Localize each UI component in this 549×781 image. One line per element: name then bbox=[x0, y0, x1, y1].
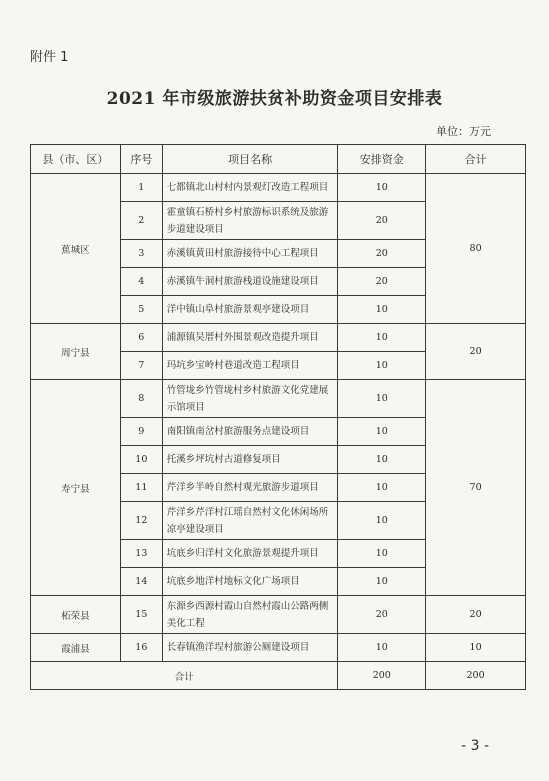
funds-cell: 10 bbox=[338, 502, 426, 540]
funds-cell: 20 bbox=[338, 240, 426, 268]
county-cell: 蕉城区 bbox=[31, 174, 121, 324]
funds-cell: 20 bbox=[338, 202, 426, 240]
project-name-cell: 南阳镇南岔村旅游服务点建设项目 bbox=[162, 418, 338, 446]
attachment-label: 附件 1 bbox=[30, 50, 69, 65]
group-total-cell: 70 bbox=[426, 380, 526, 596]
project-name-cell: 坑底乡地洋村地标文化广场项目 bbox=[162, 568, 338, 596]
funds-cell: 10 bbox=[338, 324, 426, 352]
group-total-cell: 10 bbox=[426, 634, 526, 662]
seq-cell: 1 bbox=[120, 174, 162, 202]
seq-cell: 14 bbox=[120, 568, 162, 596]
header-seq: 序号 bbox=[120, 145, 162, 174]
funds-cell: 10 bbox=[338, 418, 426, 446]
county-cell: 柘荣县 bbox=[31, 596, 121, 634]
summary-total: 200 bbox=[426, 662, 526, 690]
project-name-cell: 坑底乡归洋村文化旅游景观提升项目 bbox=[162, 540, 338, 568]
document-title: 2021 年市级旅游扶贫补助资金项目安排表 bbox=[106, 89, 443, 109]
seq-cell: 11 bbox=[120, 474, 162, 502]
seq-cell: 13 bbox=[120, 540, 162, 568]
project-name-cell: 芹洋乡芹洋村江瑶自然村文化休闲场所凉亭建设项目 bbox=[162, 502, 338, 540]
seq-cell: 12 bbox=[120, 502, 162, 540]
seq-cell: 6 bbox=[120, 324, 162, 352]
group-total-cell: 20 bbox=[426, 596, 526, 634]
group-total-cell: 80 bbox=[426, 174, 526, 324]
table-row bbox=[31, 174, 526, 202]
seq-cell: 3 bbox=[120, 240, 162, 268]
project-name-cell: 东源乡西源村霞山自然村霞山公路两侧美化工程 bbox=[162, 596, 338, 634]
project-name-cell: 芹洋乡半岭自然村观光旅游步道项目 bbox=[162, 474, 338, 502]
project-name-cell: 七都镇北山村村内景观灯改造工程项目 bbox=[162, 174, 338, 202]
project-name-cell: 竹管垅乡竹管垅村乡村旅游文化党建展示馆项目 bbox=[162, 380, 338, 418]
seq-cell: 7 bbox=[120, 352, 162, 380]
project-name-cell: 玛坑乡宝岭村巷道改造工程项目 bbox=[162, 352, 338, 380]
funds-cell: 10 bbox=[338, 296, 426, 324]
seq-cell: 9 bbox=[120, 418, 162, 446]
seq-cell: 15 bbox=[120, 596, 162, 634]
funds-cell: 10 bbox=[338, 352, 426, 380]
seq-cell: 16 bbox=[120, 634, 162, 662]
group-total-cell: 20 bbox=[426, 324, 526, 380]
project-name-cell: 霍童镇石桥村乡村旅游标识系统及旅游步道建设项目 bbox=[162, 202, 338, 240]
county-cell: 周宁县 bbox=[31, 324, 121, 380]
funding-table bbox=[30, 144, 526, 690]
table-row bbox=[31, 634, 526, 662]
project-name-cell: 赤溪镇黄田村旅游接待中心工程项目 bbox=[162, 240, 338, 268]
header-county: 县（市、区） bbox=[31, 145, 121, 174]
seq-cell: 10 bbox=[120, 446, 162, 474]
funds-cell: 10 bbox=[338, 474, 426, 502]
header-project-name: 项目名称 bbox=[162, 145, 338, 174]
header-funds: 安排资金 bbox=[338, 145, 426, 174]
seq-cell: 8 bbox=[120, 380, 162, 418]
header-total: 合计 bbox=[426, 145, 526, 174]
project-name-cell: 长春镇渔洋埕村旅游公厕建设项目 bbox=[162, 634, 338, 662]
seq-cell: 4 bbox=[120, 268, 162, 296]
seq-cell: 5 bbox=[120, 296, 162, 324]
project-name-cell: 洋中镇山阜村旅游景观亭建设项目 bbox=[162, 296, 338, 324]
summary-label: 合计 bbox=[31, 662, 338, 690]
unit-label: 单位：万元 bbox=[436, 125, 491, 138]
funds-cell: 10 bbox=[338, 380, 426, 418]
county-cell: 寿宁县 bbox=[31, 380, 121, 596]
summary-funds: 200 bbox=[338, 662, 426, 690]
funds-cell: 20 bbox=[338, 268, 426, 296]
summary-row bbox=[31, 662, 526, 690]
funds-cell: 10 bbox=[338, 634, 426, 662]
seq-cell: 2 bbox=[120, 202, 162, 240]
project-name-cell: 托溪乡坪坑村古道修复项目 bbox=[162, 446, 338, 474]
funds-cell: 10 bbox=[338, 568, 426, 596]
table-body bbox=[31, 174, 526, 662]
page-number: - 3 - bbox=[461, 738, 489, 754]
project-name-cell: 赤溪镇牛洞村旅游栈道设施建设项目 bbox=[162, 268, 338, 296]
table-row bbox=[31, 596, 526, 634]
funds-cell: 10 bbox=[338, 540, 426, 568]
funds-cell: 10 bbox=[338, 446, 426, 474]
county-cell: 霞浦县 bbox=[31, 634, 121, 662]
project-name-cell: 浦源镇吴厝村外围景观改造提升项目 bbox=[162, 324, 338, 352]
funds-cell: 10 bbox=[338, 174, 426, 202]
table-row bbox=[31, 324, 526, 352]
table-header-row bbox=[31, 145, 526, 174]
funds-cell: 20 bbox=[338, 596, 426, 634]
table-row bbox=[31, 380, 526, 418]
